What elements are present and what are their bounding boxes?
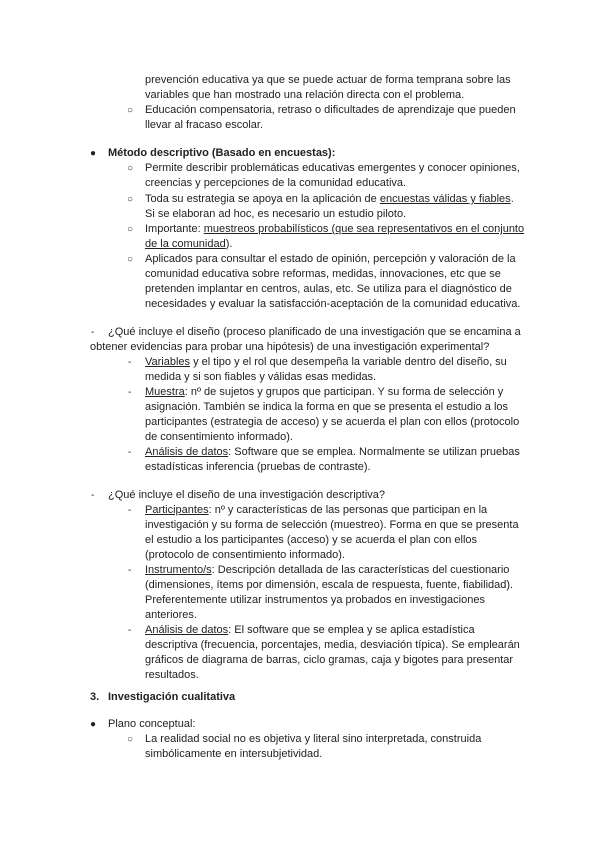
metodo-item-1-line-2: creencias y percepciones de la comunidad educativa. [145, 177, 407, 189]
analisis-underlined: Análisis de datos [145, 446, 229, 458]
variables-underlined: Variables [145, 356, 191, 368]
q2-a-line-1 [145, 503, 487, 518]
q2-b-line-1 [145, 563, 509, 578]
intro-line-2: variables que han mostrado una relación directa con el problema. [145, 89, 465, 101]
dash-bullet-icon: - [128, 565, 132, 576]
q2-c-text: : El software que se emplea y se aplica estadística [228, 624, 475, 636]
dash-bullet-icon: - [128, 357, 132, 368]
circle-bullet-icon: ○ [127, 734, 134, 745]
metodo-item-3-line-1 [145, 222, 524, 237]
q2-c-line-2: descriptiva (frecuencia, porcentajes, media, desviación típica). Se emplearán [145, 639, 520, 651]
circle-bullet-icon: ○ [127, 254, 134, 265]
q1-a-line-1 [145, 355, 507, 370]
instrumentos-underlined: Instrumento/s [145, 564, 212, 576]
metodo-item-2-line-1 [145, 192, 514, 207]
q2-a-line-4: (protocolo de consentimiento informado). [145, 549, 345, 561]
metodo-item-2-end: . [510, 193, 514, 205]
bullet-icon: ● [90, 148, 97, 159]
metodo-item-4-line-4: necesidades y evaluar la satisfacción-aceptación de la comunidad educativa. [145, 298, 521, 310]
metodo-item-2-line-2: Si se elaboran ad hoc, es necesario un estudio piloto. [145, 208, 407, 220]
metodo-item-3-line-2 [145, 237, 232, 252]
q2-a-line-3: el estudio a los participantes (acceso) y se acuerda el plan con ellos [145, 534, 478, 546]
metodo-item-2-text: Toda su estrategia se apoya en la aplicación de [145, 193, 380, 205]
q1-b-line-2: asignación. También se indica la forma en que se presenta el estudio a los [145, 401, 509, 413]
encuestas-underlined: encuestas válidas y fiables [379, 193, 511, 205]
section-title: Investigación cualitativa [108, 691, 236, 703]
dash-bullet-icon: - [91, 490, 95, 501]
metodo-item-3-text: Importante: [145, 223, 204, 235]
circle-bullet-icon: ○ [127, 105, 134, 116]
dash-bullet-icon: - [128, 625, 132, 636]
metodo-item-3-end: ). [225, 238, 233, 250]
q1-a-line-2: medida y si son fiables y válidas esas medidas. [145, 371, 377, 383]
circle-bullet-icon: ○ [127, 163, 134, 174]
comunidad-underlined: de la comunidad [145, 238, 226, 250]
q2-line-1: ¿Qué incluye el diseño de una investigación descriptiva? [108, 489, 385, 501]
q2-c-line-4: resultados. [145, 669, 199, 681]
circle-bullet-icon: ○ [127, 194, 134, 205]
q1-line-2: obtener evidencias para probar una hipótesis) de una investigación experimental? [90, 341, 490, 353]
metodo-heading: Método descriptivo (Basado en encuestas): [108, 147, 336, 159]
dash-bullet-icon: - [91, 327, 95, 338]
q2-b-line-2: (dimensiones, ítems por dimensión, escala de respuesta, fuente, fiabilidad). [145, 579, 514, 591]
q1-c-text: : Software que se emplea. Normalmente se utilizan pruebas [228, 446, 520, 458]
bullet-icon: ● [90, 719, 97, 730]
q2-c-line-3: gráficos de diagrama de barras, ciclo gramas, caja y bigotes para presentar [145, 654, 514, 666]
analisis-underlined: Análisis de datos [145, 624, 229, 636]
plano-label: Plano conceptual: [108, 718, 196, 730]
muestra-underlined: Muestra [145, 386, 185, 398]
metodo-item-4-line-2: comunidad educativa sobre reformas, medidas, innovaciones, etc que se [145, 268, 501, 280]
q2-a-line-2: investigación y su forma de selección (muestreo). Forma en que se presenta [145, 519, 519, 531]
q2-b-text: : Descripción detallada de las características del cuestionario [211, 564, 510, 576]
plano-item-line-2: simbólicamente en intersubjetividad. [145, 748, 323, 760]
q1-a-text: y el tipo y el rol que desempeña la variable dentro del diseño, su [190, 356, 507, 368]
plano-item-line-1: La realidad social no es objetiva y literal sino interpretada, construida [145, 733, 482, 745]
metodo-item-4-line-1: Aplicados para consultar el estado de opinión, percepción y valoración de la [145, 253, 516, 265]
q1-c-line-1 [145, 445, 520, 460]
section-number: 3. [90, 691, 100, 703]
q2-c-line-1 [145, 623, 475, 638]
q2-b-line-3: Preferentemente utilizar instrumentos ya probados en investigaciones [145, 594, 485, 606]
q2-b-line-4: anteriores. [145, 609, 197, 621]
muestreos-underlined: muestreos probabilísticos (que sea representativos en el conjunto [203, 223, 525, 235]
q2-a-text: : nº y características de las personas que participan en la [208, 504, 488, 516]
circle-bullet-icon: ○ [127, 224, 134, 235]
metodo-item-4-line-3: pretenden implantar en centros, aulas, etc. Se utiliza para el diagnóstico de [145, 283, 512, 295]
q1-b-line-4: de consentimiento informado). [145, 431, 293, 443]
dash-bullet-icon: - [128, 505, 132, 516]
q1-b-line-1 [145, 385, 503, 400]
intro-item-line-2: llevar al fracaso escolar. [145, 119, 263, 131]
intro-item-line-1: Educación compensatoria, retraso o dificultades de aprendizaje que pueden [145, 104, 516, 116]
q1-b-line-3: participantes (estrategia de acceso) y se acuerda el plan con ellos (protocolo [145, 416, 520, 428]
dash-bullet-icon: - [128, 387, 132, 398]
q1-line-1: ¿Qué incluye el diseño (proceso planificado de una investigación que se encamina a [108, 326, 521, 338]
intro-line-1: prevención educativa ya que se puede actuar de forma temprana sobre las [145, 74, 511, 86]
q1-c-line-2: estadísticas inferencia (pruebas de contraste). [145, 461, 371, 473]
dash-bullet-icon: - [128, 447, 132, 458]
metodo-item-1-line-1: Permite describir problemáticas educativas emergentes y conocer opiniones, [145, 162, 520, 174]
participantes-underlined: Participantes [145, 504, 209, 516]
q1-b-text: : nº de sujetos y grupos que participan. Y su forma de selección y [184, 386, 504, 398]
